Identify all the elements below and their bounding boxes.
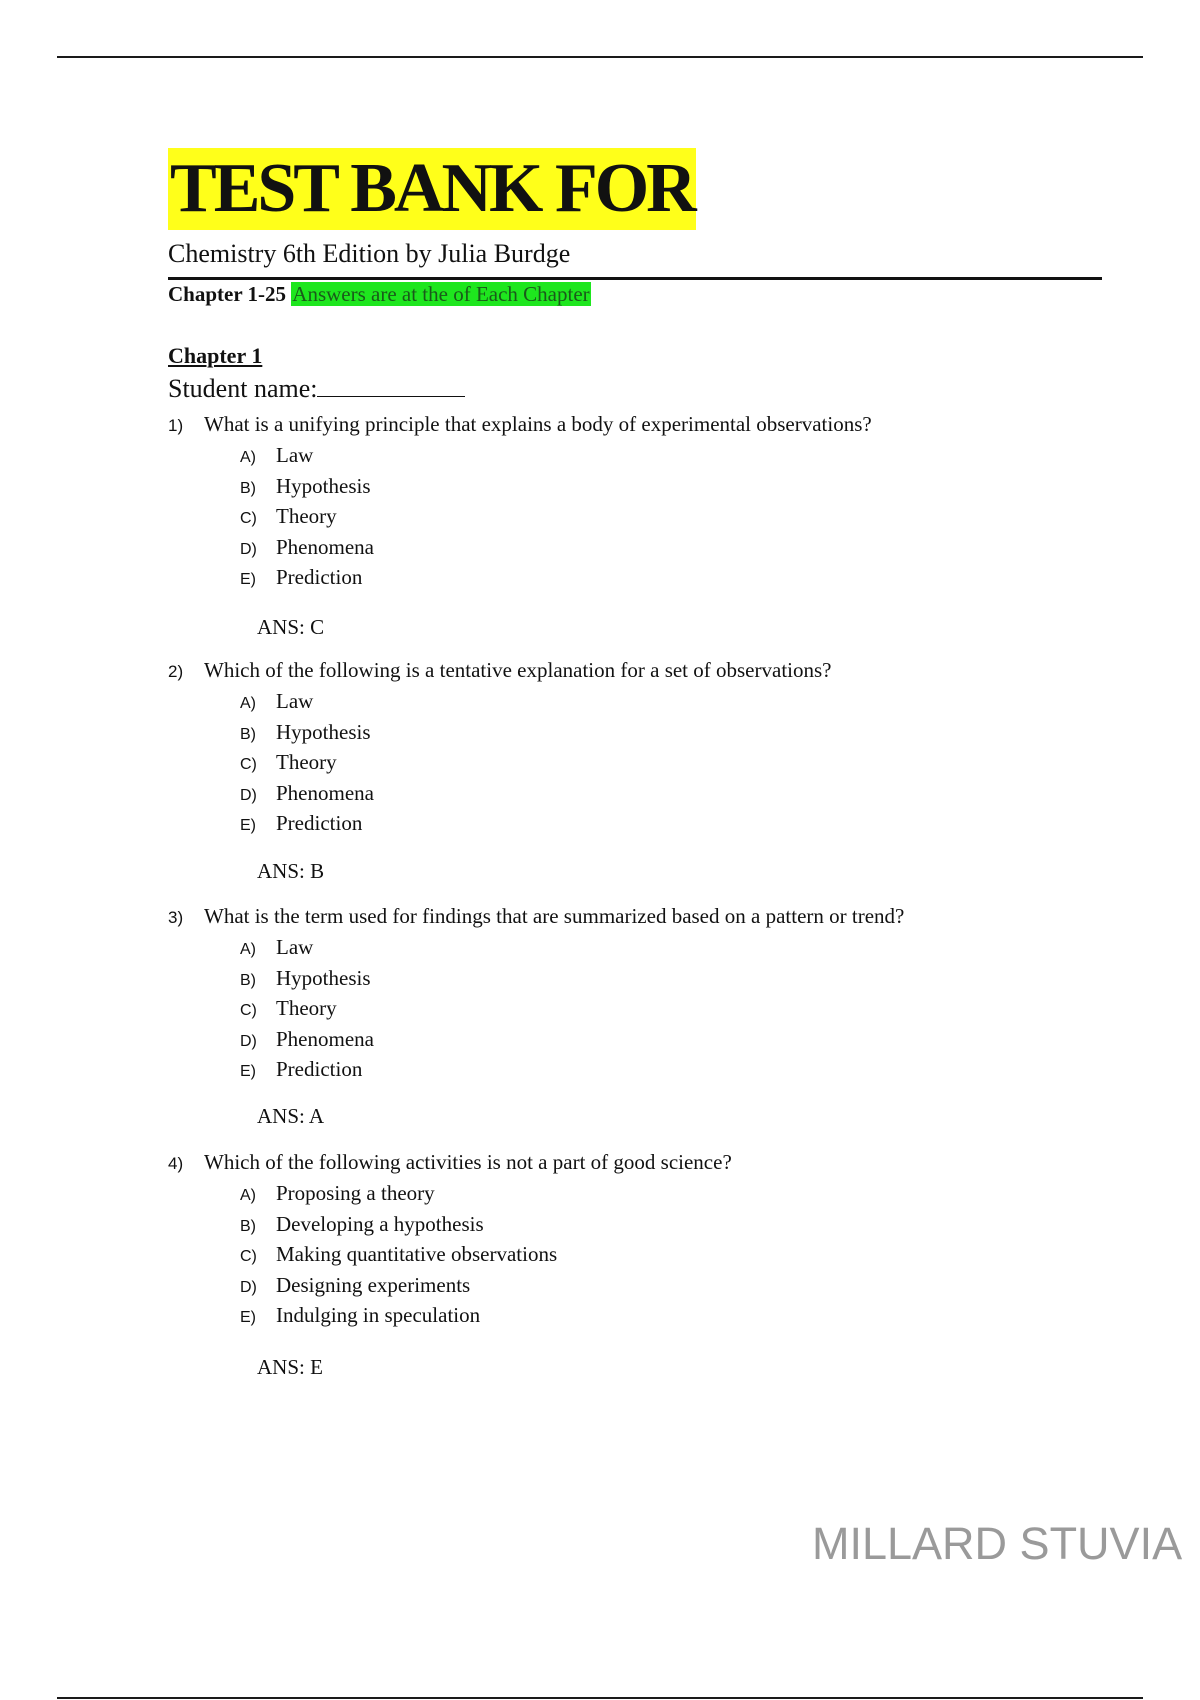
question-text: What is the term used for findings that are summarized based on a pattern or trend? xyxy=(204,904,905,928)
answer: ANS: B xyxy=(257,859,325,883)
chapter-range-line xyxy=(168,280,591,308)
answer: ANS: A xyxy=(257,1104,325,1128)
question-stem xyxy=(168,410,872,440)
option-b: B) Developing a hypothesis xyxy=(240,1212,484,1236)
option-a: A) Law xyxy=(240,935,314,959)
chapter-heading: Chapter 1 xyxy=(168,343,263,368)
option-c: C) Theory xyxy=(240,750,337,774)
option-e: E) Indulging in speculation xyxy=(240,1303,481,1327)
question-stem xyxy=(168,1148,732,1178)
student-name-line xyxy=(168,373,465,405)
option-d: D) Phenomena xyxy=(240,535,374,559)
option-b: B) Hypothesis xyxy=(240,720,371,744)
option-a: A) Proposing a theory xyxy=(240,1181,435,1205)
answers-note: Answers are at the of Each Chapter xyxy=(292,282,590,306)
option-d: D) Designing experiments xyxy=(240,1273,471,1297)
question-number: 2) xyxy=(168,662,184,681)
option-e: E) Prediction xyxy=(240,1057,363,1081)
option-c: C) Theory xyxy=(240,504,337,528)
student-name-blank xyxy=(317,374,465,397)
question-stem xyxy=(168,902,904,932)
option-a: A) Law xyxy=(240,443,314,467)
chapter-range: Chapter 1-25 xyxy=(168,282,287,306)
watermark: MILLARD STUVIA xyxy=(812,1518,1183,1569)
option-e: E) Prediction xyxy=(240,811,363,835)
bottom-rule xyxy=(57,1697,1143,1699)
option-c: C) Theory xyxy=(240,996,337,1020)
question-text: What is a unifying principle that explains a body of experimental observations? xyxy=(204,412,872,436)
question-number: 4) xyxy=(168,1154,184,1173)
question-number: 3) xyxy=(168,908,184,927)
option-b: B) Hypothesis xyxy=(240,474,371,498)
option-a: A) Law xyxy=(240,689,314,713)
question-stem xyxy=(168,656,831,686)
option-b: B) Hypothesis xyxy=(240,966,371,990)
answer: ANS: E xyxy=(257,1355,323,1379)
option-c: C) Making quantitative observations xyxy=(240,1242,558,1266)
option-e: E) Prediction xyxy=(240,565,363,589)
option-d: D) Phenomena xyxy=(240,1027,374,1051)
student-name-label: Student name: xyxy=(168,374,318,403)
answer: ANS: C xyxy=(257,615,325,639)
option-d: D) Phenomena xyxy=(240,781,374,805)
top-rule xyxy=(57,56,1143,58)
document-subtitle: Chemistry 6th Edition by Julia Burdge xyxy=(168,239,571,268)
document-title: TEST BANK FOR xyxy=(168,148,696,230)
question-number: 1) xyxy=(168,416,184,435)
question-text: Which of the following activities is not a part of good science? xyxy=(204,1150,732,1174)
question-text: Which of the following is a tentative explanation for a set of observations? xyxy=(204,658,832,682)
